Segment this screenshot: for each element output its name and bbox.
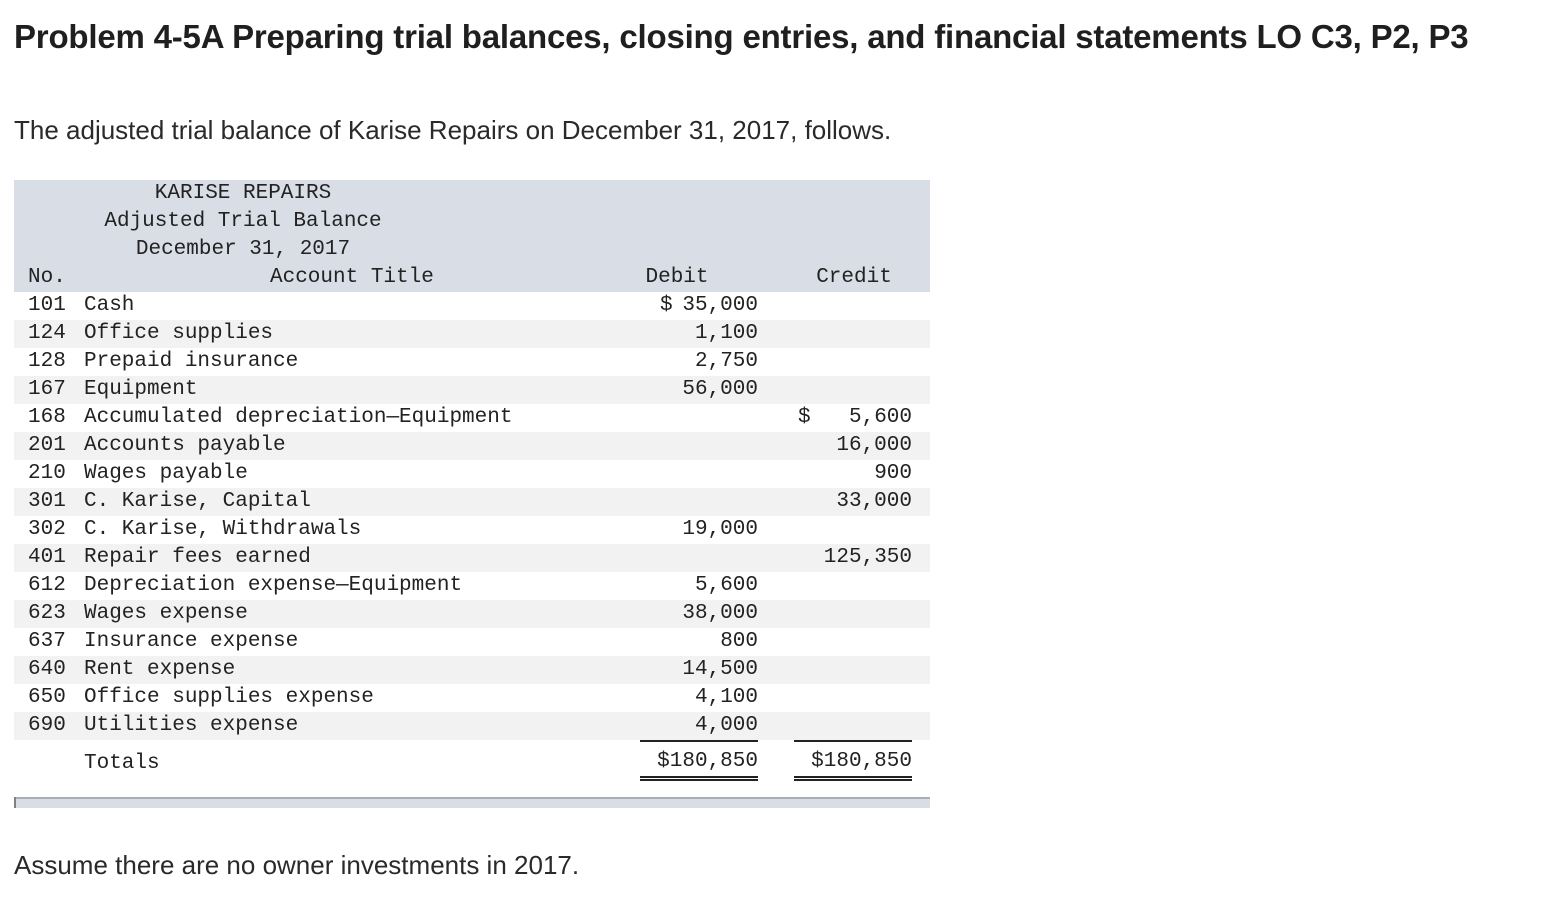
- account-number: 168: [28, 406, 66, 429]
- credit-value: 33,000: [836, 490, 912, 513]
- debit-amount: [614, 628, 758, 656]
- account-number: 301: [28, 490, 66, 513]
- debit-value: 4,000: [694, 714, 758, 737]
- credit-amount: [790, 404, 912, 432]
- account-number: 167: [28, 378, 66, 401]
- account-title: Accumulated depreciation—Equipment: [84, 406, 513, 429]
- credit-amount: [790, 544, 912, 572]
- table-row: [14, 348, 930, 376]
- debit-value: 35,000: [682, 294, 758, 317]
- account-title: Office supplies expense: [84, 686, 374, 709]
- account-number: 623: [28, 602, 66, 625]
- account-number: 210: [28, 462, 66, 485]
- credit-value: 16,000: [836, 434, 912, 457]
- debit-amount: [614, 320, 758, 348]
- credit-value: 125,350: [823, 546, 912, 569]
- account-title: Office supplies: [84, 322, 274, 345]
- account-number: 128: [28, 350, 66, 373]
- account-number: 637: [28, 630, 66, 653]
- adjusted-trial-balance-table: [14, 180, 930, 810]
- table-row: [14, 404, 930, 432]
- statement-date: December 31, 2017: [135, 238, 351, 261]
- debit-total-rule: [640, 740, 758, 742]
- debit-amount: [614, 572, 758, 600]
- table-row: [14, 460, 930, 488]
- table-header: [14, 180, 930, 292]
- account-title: Repair fees earned: [84, 546, 311, 569]
- debit-value: 38,000: [682, 602, 758, 625]
- column-header-no: No.: [28, 266, 66, 289]
- account-title: Prepaid insurance: [84, 350, 299, 373]
- table-row: [14, 292, 930, 320]
- account-title: C. Karise, Capital: [84, 490, 311, 513]
- debit-amount: [614, 292, 758, 320]
- account-title: Wages expense: [84, 602, 248, 625]
- debit-value: 800: [720, 630, 758, 653]
- intro-text: The adjusted trial balance of Karise Repairs on December 31, 2017, follows.: [14, 115, 892, 145]
- table-row: [14, 516, 930, 544]
- column-header-debit: Debit: [645, 266, 709, 289]
- totals-row: [14, 748, 930, 776]
- totals-credit: $180,850: [811, 750, 912, 773]
- debit-value: 5,600: [694, 574, 758, 597]
- debit-amount: [614, 516, 758, 544]
- column-header-account-title: Account Title: [270, 266, 434, 289]
- table-row: [14, 712, 930, 740]
- account-title: Utilities expense: [84, 714, 299, 737]
- table-row: [14, 656, 930, 684]
- dollar-sign: $: [660, 294, 673, 317]
- debit-amount: [614, 376, 758, 404]
- table-row: [14, 628, 930, 656]
- account-title: Accounts payable: [84, 434, 286, 457]
- account-title: C. Karise, Withdrawals: [84, 518, 362, 541]
- account-number: 124: [28, 322, 66, 345]
- debit-value: 14,500: [682, 658, 758, 681]
- account-number: 650: [28, 686, 66, 709]
- account-number: 640: [28, 658, 66, 681]
- table-footer-tick: [14, 797, 16, 808]
- column-header-credit: Credit: [816, 266, 892, 289]
- table-row: [14, 572, 930, 600]
- debit-value: 1,100: [694, 322, 758, 345]
- account-title: Cash: [84, 294, 135, 317]
- table-row: [14, 600, 930, 628]
- account-title: Rent expense: [84, 658, 236, 681]
- credit-amount: [790, 488, 912, 516]
- table-row: [14, 320, 930, 348]
- account-number: 201: [28, 434, 66, 457]
- account-number: 302: [28, 518, 66, 541]
- table-footer-bar: [14, 797, 930, 808]
- table-row: [14, 376, 930, 404]
- credit-double-underline: [794, 776, 912, 781]
- table-row: [14, 684, 930, 712]
- credit-amount: [790, 460, 912, 488]
- debit-value: 4,100: [694, 686, 758, 709]
- debit-value: 56,000: [682, 378, 758, 401]
- account-number: 401: [28, 546, 66, 569]
- credit-amount: [790, 432, 912, 460]
- debit-amount: [614, 348, 758, 376]
- account-number: 612: [28, 574, 66, 597]
- credit-value: 5,600: [848, 406, 912, 429]
- debit-amount: [614, 600, 758, 628]
- debit-value: 2,750: [694, 350, 758, 373]
- account-number: 690: [28, 714, 66, 737]
- company-name: KARISE REPAIRS: [154, 182, 332, 205]
- account-number: 101: [28, 294, 66, 317]
- statement-title: Adjusted Trial Balance: [104, 210, 382, 233]
- totals-debit: $180,850: [657, 750, 758, 773]
- debit-double-underline: [640, 776, 758, 781]
- credit-total-rule: [794, 740, 912, 742]
- table-row: [14, 544, 930, 572]
- totals-label: Totals: [84, 752, 160, 775]
- problem-title: Problem 4-5A Preparing trial balances, closing entries, and financial statements LO C3, P2, P3: [14, 18, 1469, 55]
- account-title: Equipment: [84, 378, 198, 401]
- dollar-sign: $: [798, 406, 811, 429]
- debit-amount: [614, 712, 758, 740]
- table-row: [14, 488, 930, 516]
- credit-value: 900: [874, 462, 912, 485]
- debit-value: 19,000: [682, 518, 758, 541]
- footer-note: Assume there are no owner investments in 2017.: [14, 850, 580, 880]
- account-title: Depreciation expense—Equipment: [84, 574, 463, 597]
- table-row: [14, 432, 930, 460]
- account-title: Insurance expense: [84, 630, 299, 653]
- debit-amount: [614, 684, 758, 712]
- debit-amount: [614, 656, 758, 684]
- table-body: [14, 292, 930, 740]
- account-title: Wages payable: [84, 462, 248, 485]
